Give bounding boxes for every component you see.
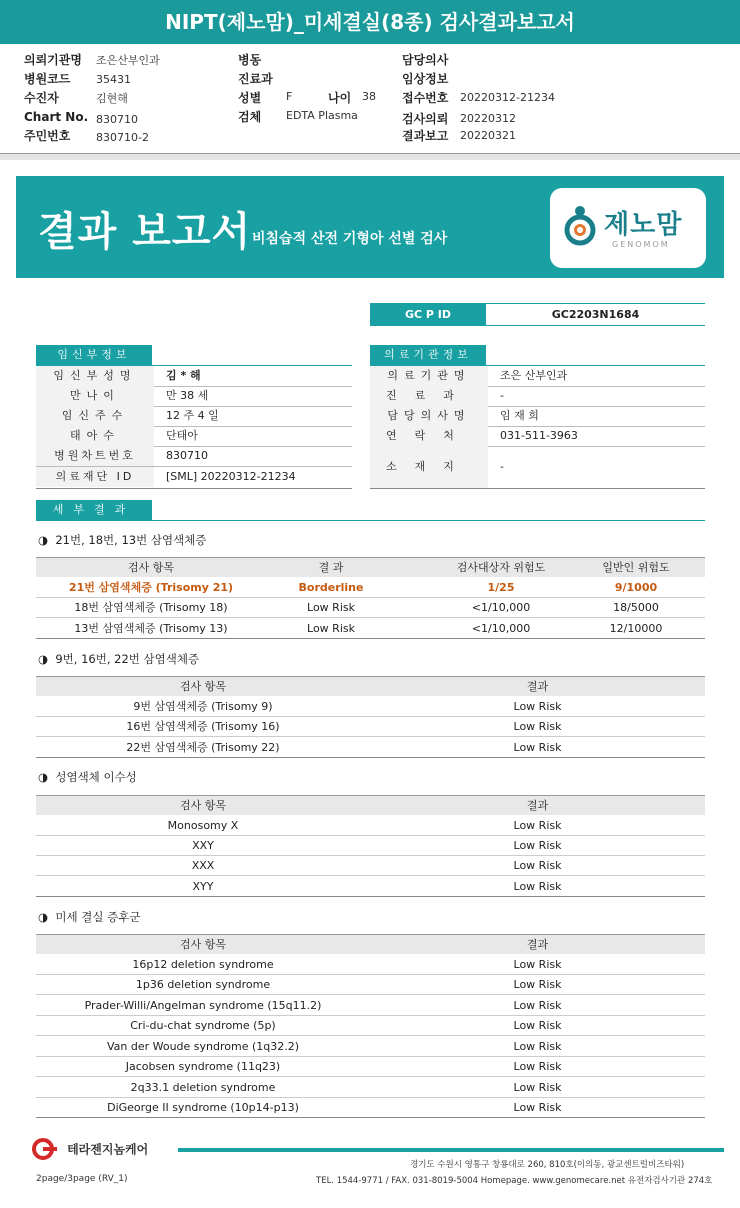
divider [370, 488, 705, 489]
info-value: F [286, 90, 293, 103]
table-row [36, 1098, 705, 1118]
test-item: DiGeorge II syndrome (10p14-p13) [107, 1101, 299, 1114]
banner-title: 결과 보고서 [38, 209, 252, 255]
test-item: 2q33.1 deletion syndrome [130, 1081, 276, 1094]
table-row [36, 578, 705, 598]
field-value: [SML] 20220312-21234 [166, 470, 296, 483]
test-item: Van der Woude syndrome (1q32.2) [106, 1040, 300, 1053]
test-item: Cri-du-chat syndrome (5p) [130, 1019, 276, 1032]
test-result: Low Risk [513, 839, 562, 852]
test-result: Low Risk [513, 880, 562, 893]
section-title: ◑ 미세 결실 증후군 [38, 910, 141, 924]
test-item: Monosomy X [167, 819, 239, 832]
test-result: Low Risk [307, 622, 355, 635]
info-value: EDTA Plasma [286, 109, 358, 122]
info-row [24, 51, 82, 68]
table-row [36, 836, 705, 856]
column-header: 결 과 [318, 561, 344, 574]
table-row [36, 598, 705, 618]
test-item: 18번 삼염색체증 (Trisomy 18) [74, 601, 228, 614]
general-risk: 12/10000 [609, 622, 663, 635]
field-value: 031-511-3963 [500, 429, 578, 442]
field-label: 만나이 [36, 386, 154, 406]
info-key: 병동 [238, 53, 262, 67]
genomom-logo-icon [563, 204, 597, 250]
section-title: ◑ 21번, 18번, 13번 삼염색체증 [38, 533, 207, 547]
test-item: XYY [192, 880, 214, 893]
field-label: 태아수 [36, 426, 154, 446]
field-value: - [500, 389, 504, 402]
half-circle-icon: ◑ [38, 770, 49, 784]
table-header [36, 795, 705, 815]
info-key: 검사의뢰 [402, 112, 449, 126]
info-key: 담당의사 [402, 53, 449, 67]
test-item: Prader-Willi/Angelman syndrome (15q11.2) [84, 999, 322, 1012]
field-label: 담당의사명 [370, 406, 488, 426]
subject-risk: <1/10,000 [471, 622, 531, 635]
field-value: 12 주 4 일 [166, 409, 219, 422]
field-label: 임신주수 [36, 406, 154, 426]
field-label: 임신부성명 [36, 366, 154, 386]
test-item: 9번 삼염색체증 (Trisomy 9) [133, 700, 273, 713]
test-result: Low Risk [513, 859, 562, 872]
general-risk: 9/1000 [614, 581, 658, 594]
test-result: Low Risk [513, 1081, 562, 1094]
field-value: - [500, 460, 504, 473]
info-key: 검체 [238, 110, 262, 124]
banner-subtitle: 비침습적 산전 기형아 선별 검사 [252, 231, 448, 247]
half-circle-icon: ◑ [38, 652, 49, 666]
general-risk: 18/5000 [613, 601, 659, 614]
test-result: Low Risk [513, 1019, 562, 1032]
test-item: 16p12 deletion syndrome [132, 958, 274, 971]
column-header: 결과 [526, 799, 549, 812]
page-number: 2page/3page (RV_1) [36, 1174, 128, 1184]
patient-row [36, 366, 352, 386]
info-value: 조은산부인과 [96, 54, 160, 67]
field-value: 만 38 세 [166, 389, 209, 402]
info-value: 20220312-21234 [460, 91, 555, 104]
test-result: Low Risk [307, 601, 355, 614]
logo-text: 제노맘 [604, 210, 683, 240]
field-label: 소재지 [370, 446, 488, 488]
table-row [36, 619, 705, 639]
info-key: 성별 [238, 91, 262, 105]
info-key: Chart No. [24, 110, 89, 124]
test-result: Low Risk [513, 700, 562, 713]
table-row [36, 738, 705, 758]
institution-row [370, 406, 705, 426]
table-header [36, 557, 705, 577]
table-row [36, 697, 705, 717]
institution-row [370, 446, 705, 488]
field-value: 임 재 희 [500, 409, 539, 422]
gcp-id-label: GC P ID [370, 304, 486, 325]
theragen-logo-icon [32, 1138, 62, 1160]
test-result: Low Risk [513, 720, 562, 733]
column-header: 검사 항목 [127, 561, 174, 574]
info-key: 결과보고 [402, 129, 449, 143]
column-header: 검사 항목 [179, 799, 226, 812]
patient-row [36, 446, 352, 466]
column-header: 결과 [526, 680, 549, 693]
test-item: XXY [192, 839, 214, 852]
table-row [36, 717, 705, 737]
info-key: 병원코드 [24, 72, 71, 86]
subject-risk: 1/25 [487, 581, 515, 594]
patient-row [36, 426, 352, 446]
column-header: 일반인 위험도 [602, 561, 670, 574]
half-circle-icon: ◑ [38, 910, 49, 924]
info-key: 나이 [328, 91, 352, 105]
table-row [36, 1016, 705, 1036]
field-label: 의료기관명 [370, 366, 488, 386]
info-key: 진료과 [238, 72, 273, 86]
info-value: 830710 [96, 113, 138, 126]
test-item: 22번 삼염색체증 (Trisomy 22) [126, 741, 280, 754]
company-name: 테라젠지놈케어 [67, 1142, 149, 1157]
test-result: Borderline [298, 581, 364, 594]
field-label: 의료재단 ID [36, 467, 154, 487]
divider [370, 325, 705, 326]
institution-row [370, 366, 705, 386]
column-header: 결과 [526, 938, 549, 951]
institution-row [370, 426, 705, 446]
field-label: 연락처 [370, 426, 488, 446]
info-value: 20220321 [460, 129, 516, 142]
info-key: 수진자 [24, 91, 59, 105]
table-header [36, 934, 705, 954]
table-row [36, 996, 705, 1016]
test-result: Low Risk [513, 1101, 562, 1114]
field-value: 조은 산부인과 [500, 369, 568, 382]
info-key: 의뢰기관명 [24, 53, 82, 67]
table-row [36, 955, 705, 975]
institution-info-tab: 의료기관정보 [370, 345, 486, 365]
test-item: 13번 삼염색체증 (Trisomy 13) [74, 622, 228, 635]
patient-row [36, 467, 352, 487]
test-item: 1p36 deletion syndrome [135, 978, 271, 991]
column-header: 검사대상자 위험도 [456, 561, 546, 574]
info-value: 38 [362, 90, 376, 103]
test-result: Low Risk [513, 999, 562, 1012]
company-contact: TEL. 1544-9771 / FAX. 031-8019-5004 Homepage. www.genomecare.net 유전자검사기관 274호 [316, 1176, 713, 1186]
divider [36, 488, 352, 489]
info-key: 주민번호 [24, 129, 71, 143]
test-item: 21번 삼염색체증 (Trisomy 21) [68, 581, 234, 594]
report-title: NIPT(제노맘)_미세결실(8종) 검사결과보고서 [0, 0, 740, 44]
patient-row [36, 406, 352, 426]
info-key: 임상정보 [402, 72, 449, 86]
field-value: 김 * 해 [166, 369, 201, 382]
table-row [36, 877, 705, 897]
test-result: Low Risk [513, 741, 562, 754]
field-label: 병원차트번호 [36, 446, 154, 466]
test-result: Low Risk [513, 1040, 562, 1053]
field-label: 진료과 [370, 386, 488, 406]
field-value: 단태아 [166, 429, 198, 442]
test-result: Low Risk [513, 819, 562, 832]
test-item: 16번 삼염색체증 (Trisomy 16) [126, 720, 280, 733]
table-row [36, 1037, 705, 1057]
test-result: Low Risk [513, 978, 562, 991]
column-header: 검사 항목 [179, 680, 226, 693]
logo-subtext: GENOMOM [612, 240, 670, 249]
half-circle-icon: ◑ [38, 533, 49, 547]
subject-risk: <1/10,000 [471, 601, 531, 614]
section-title: ◑ 9번, 16번, 22번 삼염색체증 [38, 652, 200, 666]
footer-line [178, 1148, 724, 1152]
table-row [36, 1057, 705, 1077]
table-row [36, 975, 705, 995]
patient-info-tab: 임신부정보 [36, 345, 152, 365]
details-tab: 세부결과 [36, 500, 152, 520]
column-header: 검사 항목 [179, 938, 226, 951]
table-header [36, 676, 705, 696]
test-result: Low Risk [513, 1060, 562, 1073]
info-value: 김현해 [96, 92, 128, 105]
table-row [36, 816, 705, 836]
company-address: 경기도 수원시 영통구 창룡대로 260, 810호(이의동, 광교센트럴비즈타워) [410, 1160, 685, 1170]
table-row [36, 1078, 705, 1098]
info-value: 35431 [96, 73, 131, 86]
institution-row [370, 386, 705, 406]
field-value: 830710 [166, 449, 208, 462]
section-title: ◑ 성염색체 이수성 [38, 770, 137, 784]
divider [36, 520, 705, 521]
test-item: Jacobsen syndrome (11q23) [125, 1060, 281, 1073]
gcp-id-value: GC2203N1684 [551, 308, 640, 321]
table-row [36, 856, 705, 876]
info-key: 접수번호 [402, 91, 449, 105]
test-item: XXX [191, 859, 215, 872]
info-value: 830710-2 [96, 131, 149, 144]
patient-row [36, 386, 352, 406]
company-logo [32, 1138, 148, 1160]
divider [0, 154, 740, 160]
info-value: 20220312 [460, 112, 516, 125]
test-result: Low Risk [513, 958, 562, 971]
